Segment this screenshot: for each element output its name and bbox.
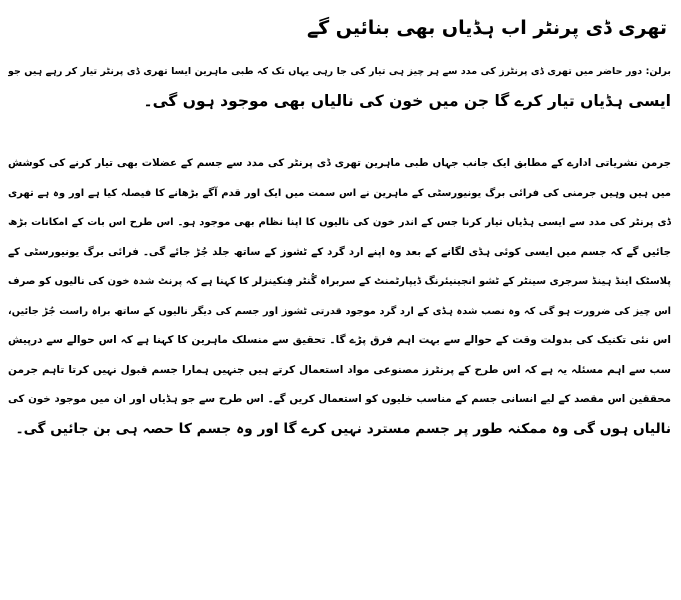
paragraph-line: پلاسٹک اینڈ ہینڈ سرجری سینٹر کے ٹشو انجینیئرنگ ڈیپارٹمنٹ کے سربراہ گُنٹر فِنکینزلر کا کہنا ہے کہ پرنٹ شدہ خون کی نالیوں کو صرف	[8, 276, 671, 287]
article-paragraph-1	[8, 57, 671, 116]
paragraph-line: نالیاں ہوں گی وہ ممکنہ طور پر جسم مسترد نہیں کرے گا اور وہ جسم کا حصہ ہی بن جائیں گی۔	[15, 420, 671, 437]
paragraph-line: جائیں گے کہ جسم میں ایسی کوئی ہڈی لگانے کے بعد وہ اپنے ارد گرد کے ٹشوز کے ساتھ جلد جُڑ جائے گی۔ فرائی برگ یونیورسٹی کے	[8, 245, 671, 258]
paragraph-line: جرمن نشریاتی ادارے کے مطابق ایک جانب جہاں طبی ماہرین تھری ڈی پرنٹر کی مدد سے جسم کے عضلات بھی تیار کرنے کی کوشش	[8, 157, 671, 169]
paragraph-line: اس نئی تکنیک کی بدولت وقت کے حوالے سے بہت اہم فرق پڑے گا۔ تحقیق سے منسلک ماہرین کا کہنا ہے کہ اس حوالے سے درپیش	[8, 334, 671, 346]
paragraph-line: ایسی ہڈیاں تیار کرے گا جن میں خون کی نالیاں بھی موجود ہوں گی۔	[143, 91, 671, 110]
paragraph-line: ڈی پرنٹر کی مدد سے ایسی ہڈیاں تیار کرنا جس کے اندر خون کی نالیوں کا اپنا نظام بھی موجود ہو۔ اس طرح اس بات کے امکانات بڑھ	[8, 217, 671, 228]
paragraph-line: اس چیز کی ضرورت ہو گی کہ وہ نصب شدہ ہڈی کے ارد گرد موجود قدرتی ٹشوز اور جسم کی دیگر نالیوں کے ساتھ براہ راست جُڑ جائیں،	[8, 305, 671, 317]
paragraph-line: سب سے اہم مسئلہ یہ ہے کہ اس طرح کے پرنٹرز مصنوعی مواد استعمال کرتے ہیں جنہیں ہمارا جسم قبول نہیں کرتا تاہم جرمن	[8, 363, 671, 376]
paragraph-line: برلن: دور حاضر میں تھری ڈی پرنٹرز کی مدد سے ہر چیز ہی تیار کی جا رہی یہاں تک کہ طبی ماہرین ایسا تھری ڈی پرنٹر تیار کر رہے ہیں جو	[8, 66, 671, 77]
paragraph-line: میں ہیں وہیں جرمنی کی فرائی برگ یونیورسٹی کے ماہرین نے اس سمت میں ایک اور قدم آگے بڑھانے کا فیصلہ کیا ہے اور وہ ہے تھری	[8, 187, 671, 199]
article-paragraph-2	[8, 149, 671, 444]
paragraph-line: محققین اس مقصد کے لیے انسانی جسم کے مناسب خلیوں کو استعمال کریں گے۔ اس طرح سے جو ہڈیاں اور ان میں موجود خون کی	[8, 393, 671, 405]
article-headline: تھری ڈی پرنٹر اب ہڈیاں بھی بنائیں گے	[306, 17, 667, 39]
